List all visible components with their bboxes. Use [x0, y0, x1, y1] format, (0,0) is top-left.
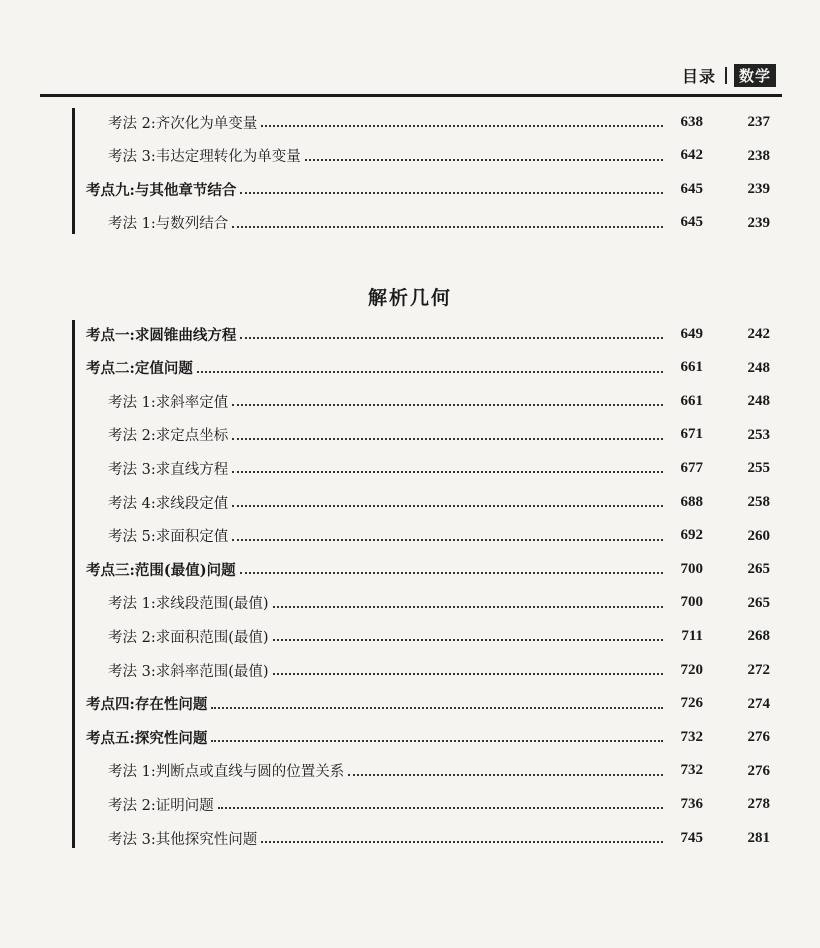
toc-page-number: 649 — [680, 325, 703, 342]
toc-page-number: 732 — [680, 762, 703, 779]
toc-entry-label: 考法 2:求定点坐标 — [108, 428, 229, 445]
toc-leader-dots — [197, 371, 663, 373]
toc-leader-dots — [348, 774, 663, 776]
toc-topic-row[interactable] — [86, 323, 703, 345]
toc-page-number: 661 — [680, 359, 703, 376]
toc-method-row[interactable] — [108, 793, 703, 815]
toc-entry-label: 考法 4:求线段定值 — [108, 495, 229, 512]
toc-answer-page-number: 255 — [747, 460, 770, 477]
toc-leader-dots — [240, 337, 663, 339]
toc-answer-page-number: 265 — [747, 594, 770, 611]
toc-page-number: 645 — [680, 180, 703, 197]
toc-page-number: 642 — [680, 147, 703, 163]
page-header — [40, 62, 782, 92]
toc-entry-label: 考点一:求圆锥曲线方程 — [86, 326, 237, 344]
toc-entry-label: 考法 5:求面积定值 — [108, 529, 229, 546]
toc-topic-row[interactable] — [86, 558, 703, 580]
toc-page-number: 638 — [680, 113, 703, 130]
toc-method-row[interactable] — [108, 111, 703, 133]
toc-block-analytic-geometry — [72, 320, 777, 850]
toc-page-number: 645 — [680, 214, 703, 230]
toc-leader-dots — [232, 438, 663, 440]
toc-answer-page-number: 248 — [747, 359, 770, 376]
block-bar — [72, 108, 75, 234]
toc-entry-label: 考法 2:齐次化为单变量 — [108, 115, 258, 132]
toc-answer-page-number: 248 — [747, 393, 770, 410]
toc-page-number: 688 — [680, 493, 703, 510]
toc-page-number: 700 — [680, 560, 703, 577]
header-subject-badge: 数学 — [734, 64, 776, 87]
toc-answer-page-number: 258 — [747, 494, 770, 510]
block-bar — [72, 320, 75, 848]
toc-leader-dots — [261, 841, 663, 843]
toc-topic-row[interactable] — [86, 178, 703, 200]
toc-method-row[interactable] — [108, 592, 703, 614]
toc-page-number: 671 — [680, 426, 703, 443]
toc-entry-label: 考法 3:其他探究性问题 — [108, 831, 258, 848]
toc-method-row[interactable] — [108, 457, 703, 479]
toc-leader-dots — [240, 192, 663, 194]
toc-leader-dots — [273, 606, 663, 608]
toc-topic-row[interactable] — [86, 693, 703, 715]
toc-entry-label: 考点三:范围(最值)问题 — [86, 561, 236, 579]
toc-entry-label: 考点五:探究性问题 — [86, 729, 208, 747]
toc-leader-dots — [232, 539, 663, 541]
toc-page-number: 711 — [681, 627, 703, 644]
toc-method-row[interactable] — [108, 390, 703, 412]
toc-leader-dots — [273, 673, 663, 675]
toc-answer-page-number: 272 — [747, 662, 770, 678]
toc-entry-label: 考点二:定值问题 — [86, 360, 193, 378]
toc-leader-dots — [211, 707, 663, 709]
toc-answer-page-number: 260 — [747, 527, 770, 544]
header-rule — [40, 94, 782, 97]
toc-answer-page-number: 276 — [747, 762, 770, 779]
section-title: 解析几何 — [367, 287, 452, 309]
toc-entry-label: 考点四:存在性问题 — [86, 696, 208, 714]
toc-answer-page-number: 239 — [747, 214, 770, 231]
toc-answer-page-number: 276 — [747, 729, 770, 746]
toc-entry-label: 考法 2:求面积范围(最值) — [108, 629, 269, 646]
toc-answer-page-number: 274 — [747, 695, 770, 712]
toc-answer-page-number: 278 — [747, 796, 770, 813]
toc-answer-page-number: 253 — [747, 426, 770, 443]
toc-leader-dots — [232, 471, 663, 473]
toc-leader-dots — [211, 740, 663, 742]
toc-page-number: 726 — [680, 695, 703, 712]
toc-page-number: 661 — [680, 392, 703, 409]
toc-method-row[interactable] — [108, 212, 703, 234]
toc-leader-dots — [232, 505, 663, 507]
toc-entry-label: 考法 1:与数列结合 — [108, 216, 229, 232]
toc-page-number: 736 — [680, 795, 703, 812]
toc-entry-label: 考法 1:求斜率定值 — [108, 394, 229, 411]
toc-answer-page-number: 268 — [747, 628, 770, 645]
toc-page-number: 732 — [680, 728, 703, 745]
toc-page-number: 745 — [680, 829, 703, 846]
toc-entry-label: 考法 1:求线段范围(最值) — [108, 596, 269, 613]
header-title: 目录 — [681, 67, 716, 86]
toc-method-row[interactable] — [108, 659, 703, 681]
toc-entry-label: 考法 2:证明问题 — [108, 797, 214, 814]
toc-page-number: 692 — [680, 527, 703, 544]
toc-leader-dots — [218, 807, 663, 809]
toc-leader-dots — [232, 404, 663, 406]
toc-method-row[interactable] — [108, 145, 703, 167]
toc-page-number: 700 — [680, 594, 703, 611]
toc-method-row[interactable] — [108, 491, 703, 513]
toc-leader-dots — [240, 572, 663, 574]
toc-page-number: 677 — [680, 459, 703, 476]
toc-method-row[interactable] — [108, 525, 703, 547]
toc-answer-page-number: 265 — [747, 561, 770, 578]
toc-entry-label: 考法 1:判断点或直线与圆的位置关系 — [108, 764, 345, 781]
toc-topic-row[interactable] — [86, 357, 703, 379]
toc-page-number: 720 — [680, 661, 703, 678]
toc-leader-dots — [305, 159, 663, 161]
toc-entry-label: 考法 3:韦达定理转化为单变量 — [108, 149, 301, 165]
toc-answer-page-number: 239 — [747, 181, 770, 197]
toc-leader-dots — [261, 125, 663, 127]
toc-method-row[interactable] — [108, 625, 703, 647]
header-right — [682, 64, 776, 87]
toc-topic-row[interactable] — [86, 726, 703, 748]
toc-answer-page-number: 238 — [747, 147, 770, 164]
toc-answer-page-number: 281 — [747, 830, 770, 846]
toc-method-row[interactable] — [108, 760, 703, 782]
toc-entry-label: 考法 3:求斜率范围(最值) — [108, 663, 269, 680]
header-separator — [725, 67, 727, 84]
toc-answer-page-number: 242 — [747, 326, 770, 342]
toc-method-row[interactable] — [108, 827, 703, 849]
toc-entry-label: 考点九:与其他章节结合 — [86, 181, 237, 199]
toc-leader-dots — [273, 639, 663, 641]
toc-answer-page-number: 237 — [747, 114, 770, 130]
toc-method-row[interactable] — [108, 424, 703, 446]
toc-leader-dots — [232, 226, 663, 228]
toc-block-continued — [72, 108, 777, 236]
toc-entry-label: 考法 3:求直线方程 — [108, 461, 229, 478]
